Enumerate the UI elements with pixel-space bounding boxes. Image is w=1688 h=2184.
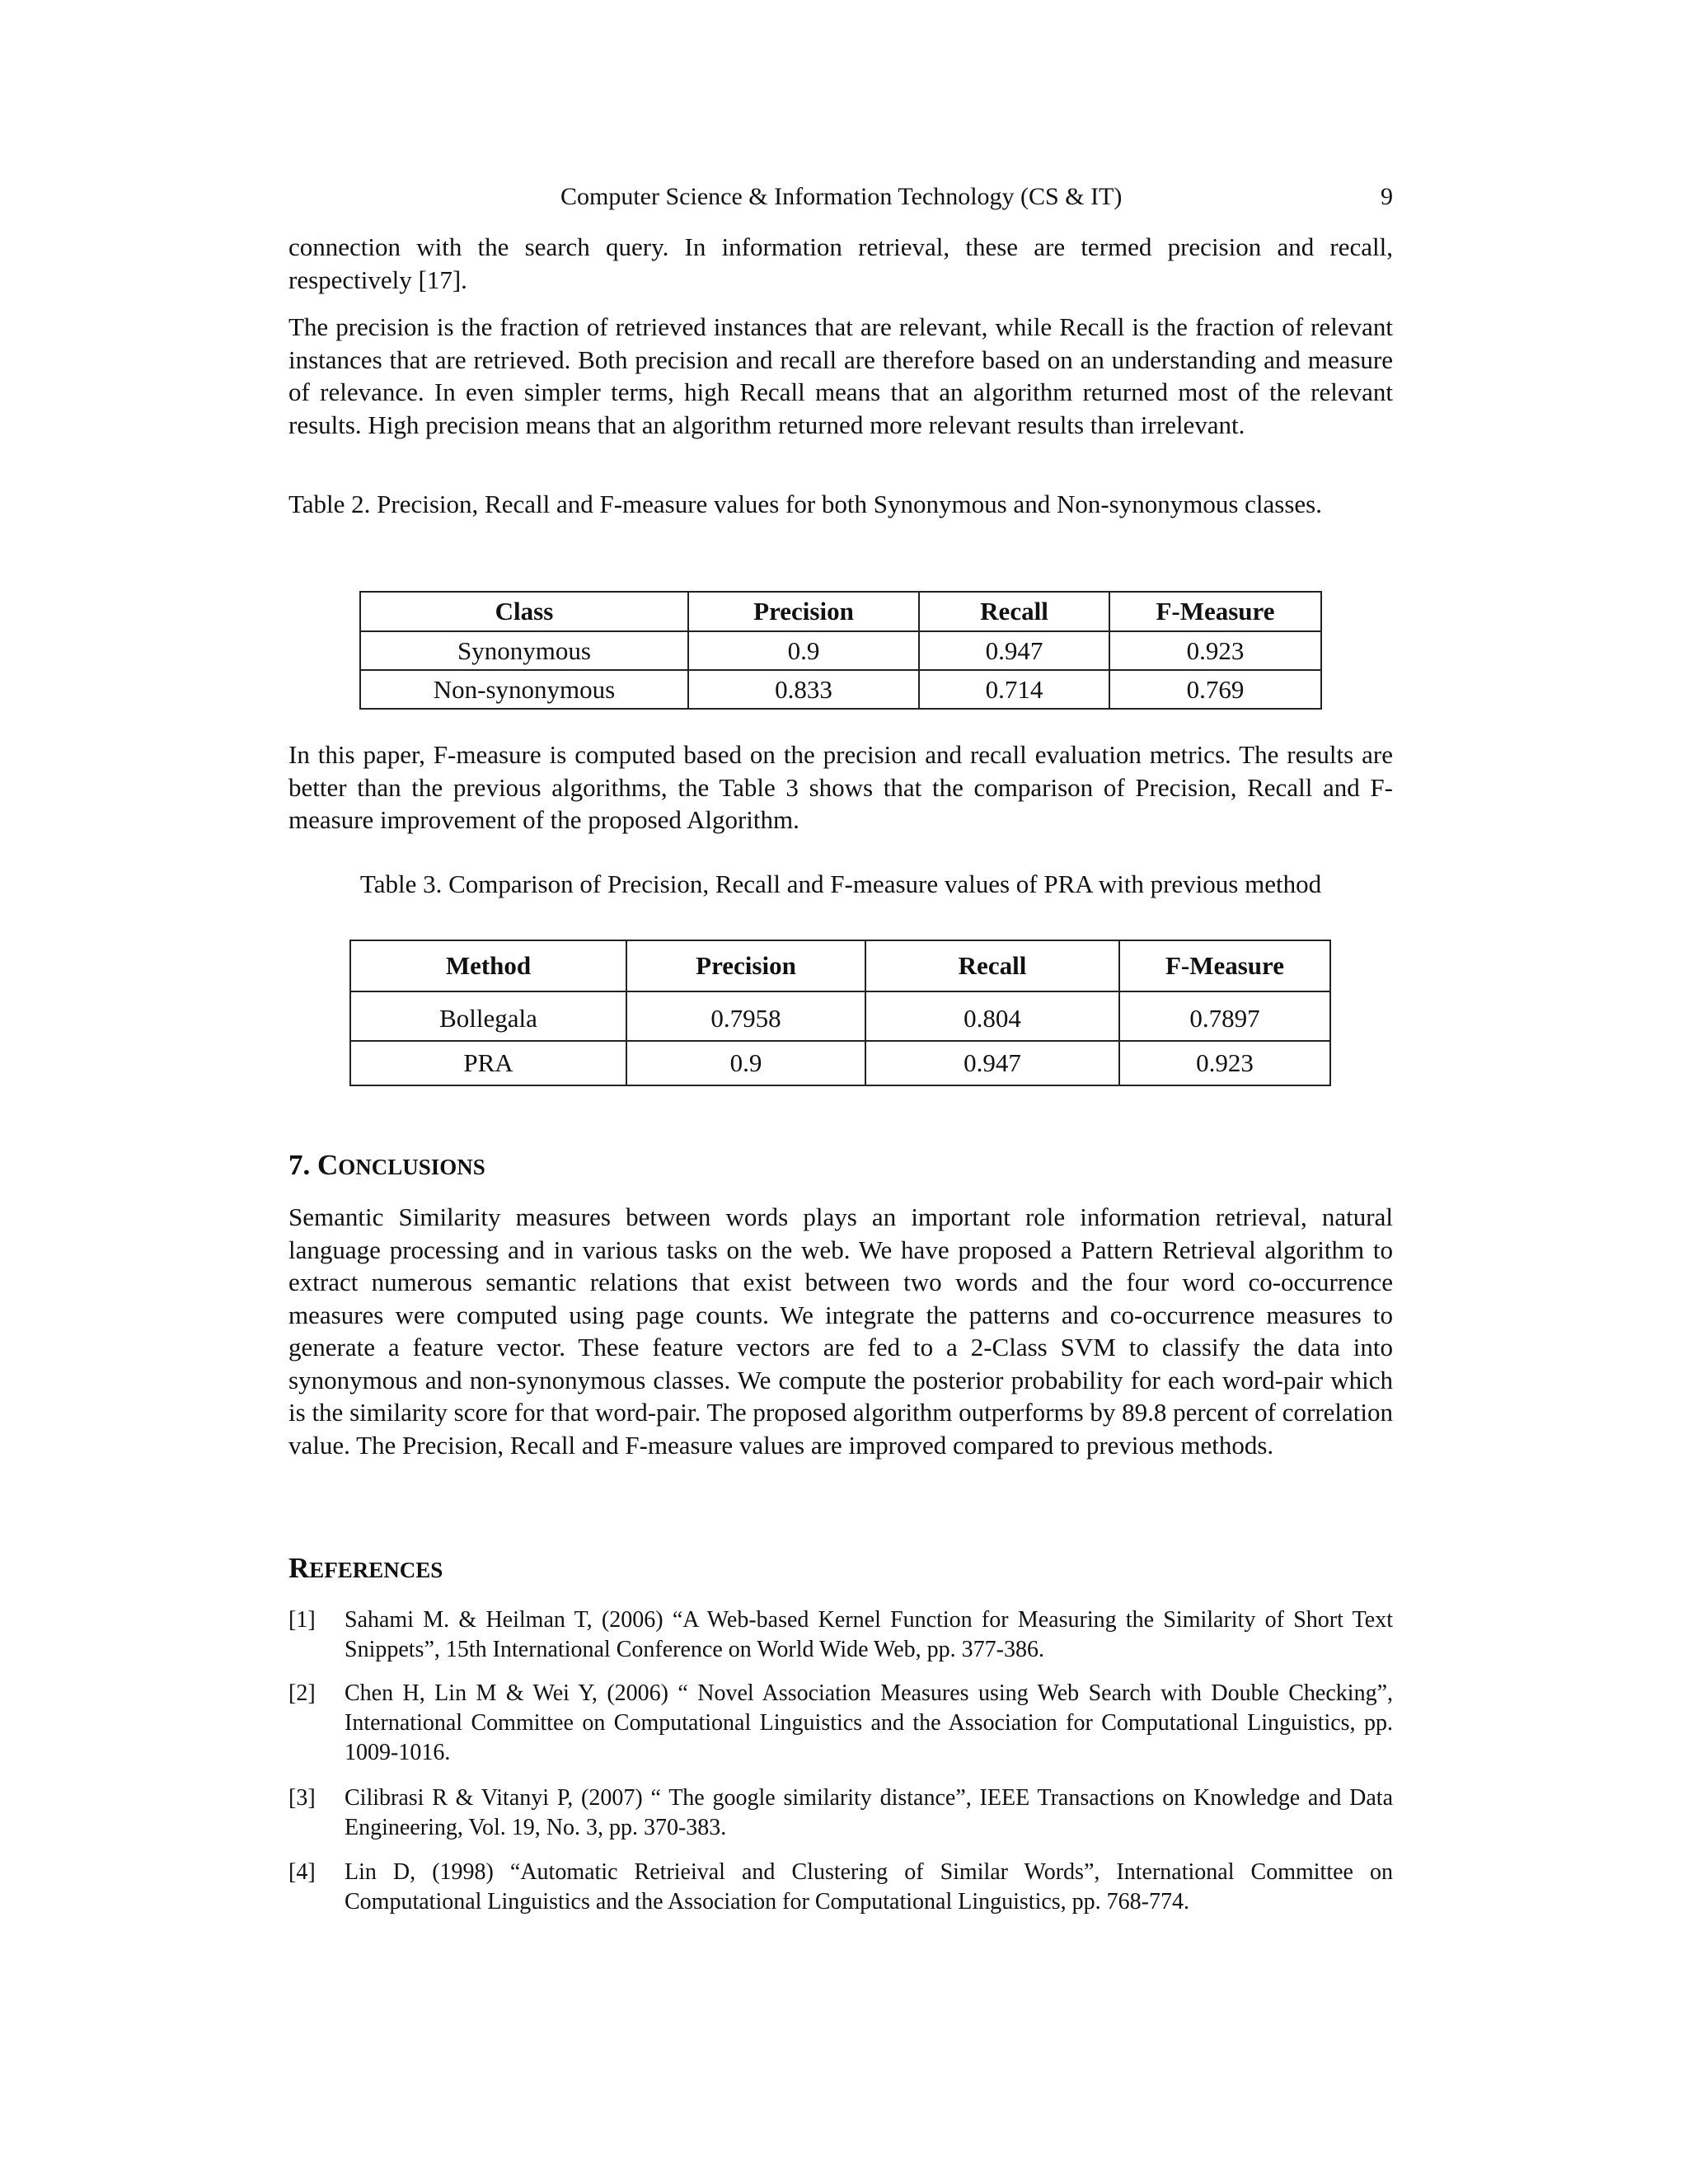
conclusions-heading xyxy=(288,1149,485,1182)
reference-text: Lin D, (1998) “Automatic Retrieival and Clustering of Similar Words”, International Committee on Computational Linguistics and the Association for Computational Linguistics, pp. 768-774. xyxy=(345,1859,1393,1915)
table-cell: 0.947 xyxy=(865,1041,1119,1085)
journal-title: Computer Science & Information Technology (CS & IT) xyxy=(560,183,1123,210)
table-row xyxy=(350,991,1330,1041)
table-cell: 0.9 xyxy=(626,1041,865,1085)
table-cell: 0.9 xyxy=(688,631,919,670)
table-cell: Synonymous xyxy=(360,631,688,670)
references-initial: R xyxy=(288,1552,310,1584)
references-rest: EFERENCES xyxy=(309,1558,443,1582)
table3-header-cell: F-Measure xyxy=(1119,940,1330,991)
table-cell: 0.7897 xyxy=(1119,991,1330,1041)
table3-header-row xyxy=(350,940,1330,991)
page-number: 9 xyxy=(1381,183,1393,210)
reference-text: Cilibrasi R & Vitanyi P, (2007) “ The google similarity distance”, IEEE Transactions on Knowledge and Data Engineering, Vol. 19, No. 3, pp. 370-383. xyxy=(345,1785,1393,1840)
table2-header-cell: Recall xyxy=(919,592,1109,631)
table-cell: 0.833 xyxy=(688,670,919,709)
table-cell: 0.769 xyxy=(1109,670,1321,709)
table2-header-cell: F-Measure xyxy=(1109,592,1321,631)
paragraph-precision-recall: The precision is the fraction of retrieved instances that are relevant, while Recall is the fraction of relevant instances that are retrieved. Both precision and recall are therefore based on an understanding and measure of relevance. In even simpler terms, high Recall means that an algorithm returned most of the relevant results. High precision means that an algorithm returned more relevant results than irrelevant. xyxy=(288,312,1393,439)
running-header xyxy=(288,183,1393,216)
table2-header-cell: Class xyxy=(360,592,688,631)
table3-header-cell: Method xyxy=(350,940,626,991)
reference-number: [3] xyxy=(288,1785,316,1811)
paragraph-fmeasure: In this paper, F-measure is computed based on the precision and recall evaluation metrics. The results are better than the previous algorithms, the Table 3 shows that the comparison of Precision, Recall and F-measure improvement of the proposed Algorithm. xyxy=(288,740,1393,834)
table-cell: 0.804 xyxy=(865,991,1119,1041)
table2 xyxy=(359,591,1322,710)
reference-number: [1] xyxy=(288,1607,316,1633)
table3-header-cell: Recall xyxy=(865,940,1119,991)
table-row xyxy=(360,670,1321,709)
table-cell: 0.923 xyxy=(1119,1041,1330,1085)
table-cell: 0.7958 xyxy=(626,991,865,1041)
table3 xyxy=(349,940,1331,1086)
table3-caption: Table 3. Comparison of Precision, Recall and F-measure values of PRA with previous method xyxy=(359,869,1322,898)
conclusions-rest: ONCLUSIONS xyxy=(338,1155,485,1179)
reference-number: [2] xyxy=(288,1680,316,1706)
reference-text: Chen H, Lin M & Wei Y, (2006) “ Novel Association Measures using Web Search with Double Checking”, International Committee on Computational Linguistics and the Association for Computational Linguistics, pp. 1009-1016. xyxy=(345,1680,1393,1765)
paragraph-intro: connection with the search query. In information retrieval, these are termed precision and recall, respectively [17]. xyxy=(288,232,1393,294)
conclusions-number: 7. xyxy=(288,1149,311,1181)
table-cell: 0.714 xyxy=(919,670,1109,709)
table-cell: PRA xyxy=(350,1041,626,1085)
table2-header-cell: Precision xyxy=(688,592,919,631)
table-cell: 0.947 xyxy=(919,631,1109,670)
reference-number: [4] xyxy=(288,1859,316,1885)
table-cell: Non-synonymous xyxy=(360,670,688,709)
table2-caption: Table 2. Precision, Recall and F-measure values for both Synonymous and Non-synonymous classes. xyxy=(288,490,1322,518)
table-cell: 0.923 xyxy=(1109,631,1321,670)
reference-text: Sahami M. & Heilman T, (2006) “A Web-based Kernel Function for Measuring the Similarity of Short Text Snippets”, 15th International Conference on World Wide Web, pp. 377-386. xyxy=(345,1607,1393,1662)
conclusions-initial: C xyxy=(317,1149,339,1181)
table2-header-row xyxy=(360,592,1321,631)
paragraph-conclusions: Semantic Similarity measures between words plays an important role information retrieval, natural language processing and in various tasks on the web. We have proposed a Pattern Retrieval algorithm to extract numerous semantic relations that exist between two words and the four word co-occurrence measures were computed using page counts. We integrate the patterns and co-occurrence measures to generate a feature vector. These feature vectors are fed to a 2-Class SVM to classify the data into synonymous and non-synonymous classes. We compute the posterior probability for each word-pair which is the similarity score for that word-pair. The proposed algorithm outperforms by 89.8 percent of correlation value. The Precision, Recall and F-measure values are improved compared to previous methods. xyxy=(288,1202,1393,1460)
table-cell: Bollegala xyxy=(350,991,626,1041)
references-heading xyxy=(288,1552,443,1585)
table3-header-cell: Precision xyxy=(626,940,865,991)
table-row xyxy=(350,1041,1330,1085)
table-row xyxy=(360,631,1321,670)
